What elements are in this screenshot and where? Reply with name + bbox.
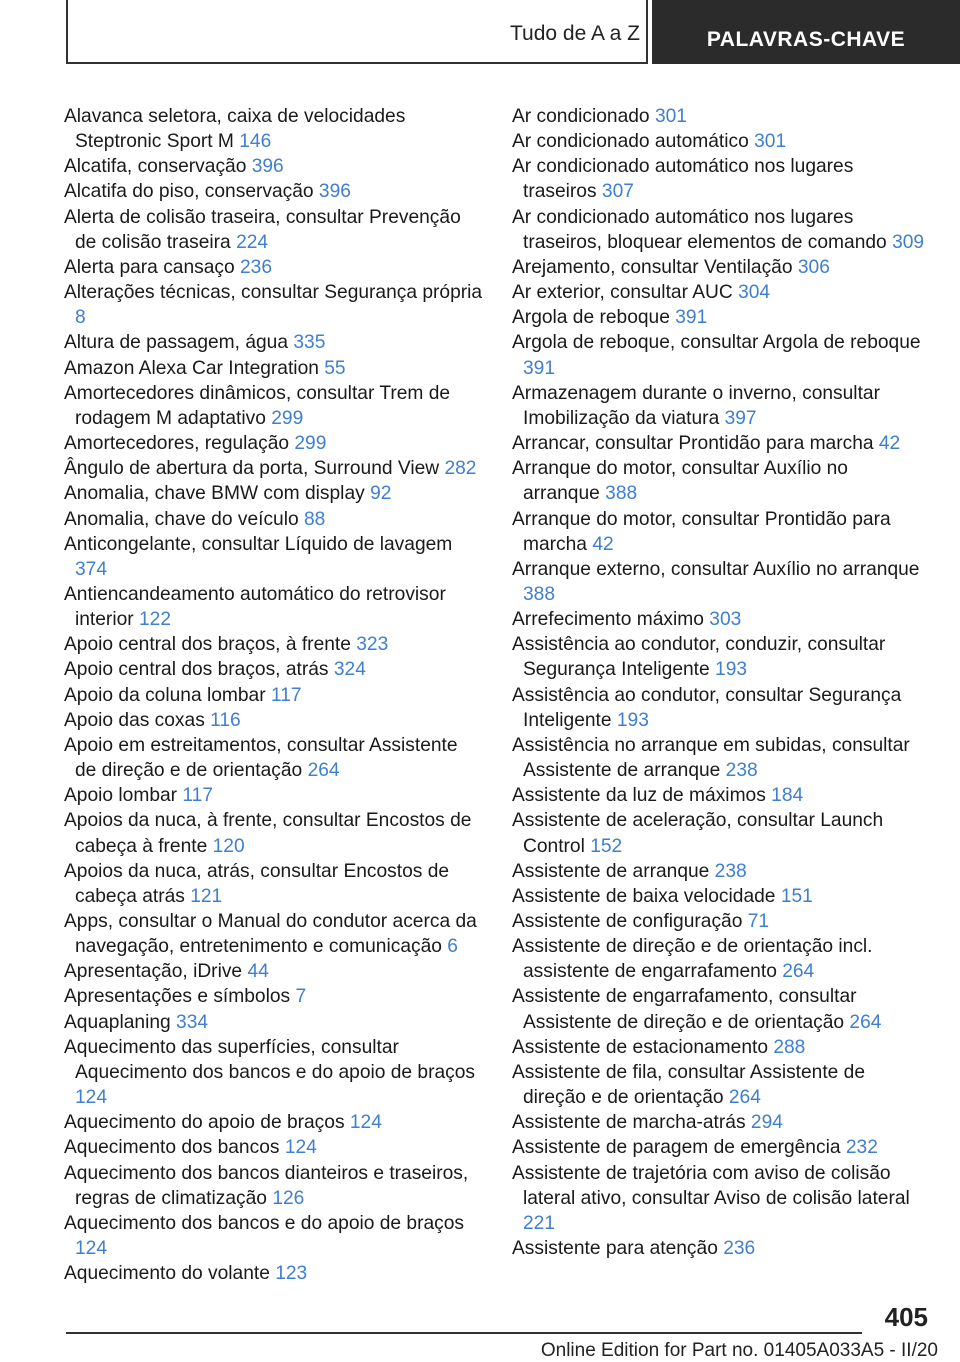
index-entry xyxy=(64,808,484,858)
index-entry xyxy=(512,884,928,909)
index-column-right xyxy=(512,104,928,1261)
index-term: Ar exterior, consultar AUC xyxy=(512,282,733,304)
index-term: Assistente de engarrafamento, consultar Assistente de direção e de orientação xyxy=(512,986,857,1033)
index-term: Aquecimento do apoio de braços xyxy=(64,1112,345,1134)
page-link[interactable]: 324 xyxy=(333,659,366,681)
index-term: Arejamento, consultar Ventilação xyxy=(512,256,793,278)
page-link[interactable]: 301 xyxy=(754,131,787,153)
page-link[interactable]: 8 xyxy=(75,307,86,329)
index-term: Arranque externo, consultar Auxílio no arranque xyxy=(512,558,920,580)
page-link[interactable]: 116 xyxy=(210,709,241,731)
index-entry xyxy=(512,280,928,305)
index-term: Arranque do motor, consultar Prontidão para marcha xyxy=(512,508,891,555)
index-term: Anomalia, chave BMW com display xyxy=(64,483,365,505)
index-entry xyxy=(64,381,484,431)
page-link[interactable]: 374 xyxy=(75,558,108,580)
page-link[interactable]: 388 xyxy=(605,483,638,505)
index-entry xyxy=(64,507,484,532)
index-entry xyxy=(512,909,928,934)
page-link[interactable]: 151 xyxy=(780,885,813,907)
page-link[interactable]: 88 xyxy=(304,508,326,530)
page-link[interactable]: 396 xyxy=(318,181,351,203)
index-entry xyxy=(512,1035,928,1060)
page-link[interactable]: 221 xyxy=(523,1212,556,1234)
index-entry xyxy=(512,330,928,380)
index-term: Assistente de direção e de orientação incl. assistente de engarrafamento xyxy=(512,936,873,983)
index-entry xyxy=(512,859,928,884)
index-entry xyxy=(512,632,928,682)
index-term: Assistente para atenção xyxy=(512,1238,718,1260)
page-link[interactable]: 323 xyxy=(356,634,389,656)
index-column-left xyxy=(64,104,484,1286)
index-term: Amortecedores, regulação xyxy=(64,433,290,455)
index-entry xyxy=(512,381,928,431)
index-term: Altura de passagem, água xyxy=(64,332,289,354)
index-entry xyxy=(512,733,928,783)
page-link[interactable]: 334 xyxy=(176,1011,209,1033)
page-link[interactable]: 123 xyxy=(275,1263,308,1285)
index-entry xyxy=(64,104,484,154)
index-entry xyxy=(512,305,928,330)
index-entry xyxy=(64,205,484,255)
index-term: Amortecedores dinâmicos, consultar Trem de rodagem M adaptativo xyxy=(64,382,451,429)
index-entry xyxy=(512,683,928,733)
index-entry xyxy=(512,507,928,557)
index-entry xyxy=(512,431,928,456)
index-entry xyxy=(64,783,484,808)
page-number: 405 xyxy=(884,1302,928,1332)
index-entry xyxy=(512,456,928,506)
index-entry xyxy=(64,984,484,1009)
index-entry xyxy=(64,456,484,481)
index-entry xyxy=(64,1110,484,1135)
index-term: Alerta para cansaço xyxy=(64,256,235,278)
index-entry xyxy=(64,154,484,179)
page-link[interactable]: 264 xyxy=(849,1011,882,1033)
index-entry xyxy=(64,532,484,582)
page-link[interactable]: 388 xyxy=(523,583,556,605)
index-entry xyxy=(512,1110,928,1135)
index-term: Anticongelante, consultar Líquido de lavagem xyxy=(64,533,453,555)
page-link[interactable]: 236 xyxy=(723,1238,756,1260)
index-entry xyxy=(64,909,484,959)
page-link[interactable]: 309 xyxy=(892,231,925,253)
page-link[interactable]: 306 xyxy=(797,256,830,278)
page-link[interactable]: 288 xyxy=(773,1036,806,1058)
page-link[interactable]: 120 xyxy=(212,835,245,857)
page-link[interactable]: 44 xyxy=(247,961,269,983)
index-term: Apoios da nuca, à frente, consultar Encostos de cabeça à frente xyxy=(64,810,472,857)
page-link[interactable]: 264 xyxy=(728,1087,761,1109)
index-entry xyxy=(512,1135,928,1160)
page-link[interactable]: 304 xyxy=(738,282,771,304)
index-entry xyxy=(512,205,928,255)
page-link[interactable]: 126 xyxy=(272,1187,305,1209)
index-term: Apresentações e símbolos xyxy=(64,986,291,1008)
page-link[interactable]: 391 xyxy=(523,357,556,379)
index-term: Aquecimento do volante xyxy=(64,1263,270,1285)
index-entry xyxy=(64,708,484,733)
index-entry xyxy=(64,657,484,682)
page-link[interactable]: 391 xyxy=(675,307,708,329)
index-term: Assistência no arranque em subidas, consultar Assistente de arranque xyxy=(512,734,910,782)
index-entry xyxy=(512,808,928,858)
index-entry xyxy=(64,733,484,783)
index-entry xyxy=(512,557,928,607)
index-term: Argola de reboque xyxy=(512,307,670,329)
index-entry xyxy=(64,255,484,280)
index-entry xyxy=(64,330,484,355)
index-term: Armazenagem durante o inverno, consultar Imobilização da viatura xyxy=(512,382,880,429)
page-link[interactable]: 224 xyxy=(236,231,269,253)
index-term: Apoio em estreitamentos, consultar Assistente de direção e de orientação xyxy=(64,734,458,782)
index-term: Assistência ao condutor, consultar Segurança Inteligente xyxy=(512,684,902,731)
page-link[interactable]: 397 xyxy=(724,407,757,429)
index-term: Aquaplaning xyxy=(64,1011,171,1033)
index-term: Aquecimento dos bancos xyxy=(64,1137,280,1159)
index-entry xyxy=(512,783,928,808)
page-link[interactable]: 301 xyxy=(654,106,687,127)
index-term: Alcatifa do piso, conservação xyxy=(64,181,314,203)
page-link[interactable]: 146 xyxy=(239,131,272,153)
index-term: Alcatifa, conservação xyxy=(64,156,247,178)
page-link[interactable]: 335 xyxy=(293,332,326,354)
index-entry xyxy=(64,1035,484,1110)
index-entry xyxy=(512,984,928,1034)
index-term: Arrancar, consultar Prontidão para marcha xyxy=(512,433,874,455)
index-term: Ar condicionado xyxy=(512,106,650,127)
footer-divider xyxy=(66,1332,862,1334)
page-link[interactable]: 124 xyxy=(75,1087,108,1109)
footer-edition: Online Edition for Part no. 01405A033A5 - II/20 xyxy=(540,1340,938,1361)
page-link[interactable]: 193 xyxy=(616,709,649,731)
index-term: Apoio lombar xyxy=(64,785,178,807)
page-link[interactable]: 55 xyxy=(324,357,346,379)
index-term: Assistente de marcha-atrás xyxy=(512,1112,746,1134)
index-term: Assistente de fila, consultar Assistente de direção e de orientação xyxy=(512,1061,866,1109)
index-term: Argola de reboque, consultar Argola de reboque xyxy=(512,332,921,354)
page-link[interactable]: 193 xyxy=(715,659,748,681)
index-term: Apoio central dos braços, atrás xyxy=(64,659,329,681)
index-term: Ar condicionado automático nos lugares traseiros xyxy=(512,156,854,203)
index-entry xyxy=(64,632,484,657)
index-entry xyxy=(512,1060,928,1110)
index-entry xyxy=(64,683,484,708)
index-term: Ar condicionado automático xyxy=(512,131,749,153)
index-term: Assistente de paragem de emergência xyxy=(512,1137,841,1159)
index-entry xyxy=(64,1010,484,1035)
page-link[interactable]: 282 xyxy=(444,458,477,480)
index-term: Ar condicionado automático nos lugares traseiros, bloquear elementos de comando xyxy=(512,206,887,253)
page-link[interactable]: 307 xyxy=(601,181,634,203)
page-link[interactable]: 303 xyxy=(709,609,742,631)
index-term: Arrefecimento máximo xyxy=(512,609,704,631)
chapter-tab[interactable]: PALAVRAS-CHAVE xyxy=(652,0,960,64)
section-tab[interactable]: Tudo de A a Z xyxy=(510,22,640,45)
index-entry xyxy=(64,280,484,330)
index-term: Apoio central dos braços, à frente xyxy=(64,634,351,656)
page-link[interactable]: 117 xyxy=(270,684,302,706)
index-term: Alerta de colisão traseira, consultar Prevenção de colisão traseira xyxy=(64,206,461,253)
page-link[interactable]: 152 xyxy=(590,835,623,857)
page-link[interactable]: 117 xyxy=(182,785,213,807)
index-term: Aquecimento dos bancos dianteiros e traseiros, regras de climatização xyxy=(64,1162,469,1209)
index-term: Assistente de arranque xyxy=(512,860,710,882)
index-term: Antiencandeamento automático do retrovisor interior xyxy=(64,583,446,631)
index-entry xyxy=(512,255,928,280)
page-link[interactable]: 236 xyxy=(240,256,273,278)
page-link[interactable]: 232 xyxy=(845,1137,878,1159)
page-link[interactable]: 396 xyxy=(251,156,284,178)
index-term: Assistente da luz de máximos xyxy=(512,785,766,807)
page-link[interactable]: 294 xyxy=(750,1112,783,1134)
page-link[interactable]: 264 xyxy=(782,961,815,983)
index-entry xyxy=(512,104,928,129)
index-term: Arranque do motor, consultar Auxílio no arranque xyxy=(512,458,848,505)
index-term: Apresentação, iDrive xyxy=(64,961,243,983)
index-entry xyxy=(64,859,484,909)
page-link[interactable]: 299 xyxy=(294,433,327,455)
index-term: Assistência ao condutor, conduzir, consultar Segurança Inteligente xyxy=(512,634,886,681)
index-term: Assistente de baixa velocidade xyxy=(512,885,776,907)
index-entry xyxy=(64,431,484,456)
index-term: Assistente de configuração xyxy=(512,911,743,932)
index-term: Amazon Alexa Car Integration xyxy=(64,357,319,379)
index-entry xyxy=(64,582,484,632)
index-term: Alterações técnicas, consultar Segurança própria xyxy=(64,282,483,304)
page-link[interactable]: 238 xyxy=(725,760,758,782)
index-term: Ângulo de abertura da porta, Surround View xyxy=(64,458,440,480)
index-term: Apoios da nuca, atrás, consultar Encostos de cabeça atrás xyxy=(64,860,450,907)
index-term: Assistente de trajetória com aviso de colisão lateral ativo, consultar Aviso de colisão lateral xyxy=(512,1162,910,1209)
index-entry xyxy=(512,607,928,632)
page-link[interactable]: 42 xyxy=(878,433,901,455)
index-entry xyxy=(512,154,928,204)
page-link[interactable]: 71 xyxy=(747,911,770,932)
page-link[interactable]: 92 xyxy=(370,483,392,505)
index-entry xyxy=(64,481,484,506)
index-term: Assistente de estacionamento xyxy=(512,1036,768,1058)
page-link[interactable]: 6 xyxy=(447,936,458,958)
index-entry xyxy=(64,1211,484,1261)
index-term: Aquecimento dos bancos e do apoio de braços xyxy=(64,1212,465,1234)
index-entry xyxy=(512,934,928,984)
index-entry xyxy=(64,1161,484,1211)
page-link[interactable]: 184 xyxy=(771,785,804,807)
page-link[interactable]: 121 xyxy=(190,885,223,907)
index-term: Apoio das coxas xyxy=(64,709,205,731)
index-entry xyxy=(512,1236,928,1261)
page-link[interactable]: 124 xyxy=(349,1112,382,1134)
index-term: Anomalia, chave do veículo xyxy=(64,508,299,530)
index-entry xyxy=(64,356,484,381)
page-link[interactable]: 122 xyxy=(139,609,172,631)
index-term: Aquecimento das superfícies, consultar Aquecimento dos bancos e do apoio de braços xyxy=(64,1036,476,1083)
page-link[interactable]: 42 xyxy=(592,533,614,555)
index-entry xyxy=(512,1161,928,1236)
index-term: Apoio da coluna lombar xyxy=(64,684,266,706)
page-link[interactable]: 7 xyxy=(295,986,307,1008)
index-entry xyxy=(64,1261,484,1286)
index-term: Assistente de aceleração, consultar Launch Control xyxy=(512,810,884,857)
page-link[interactable]: 124 xyxy=(284,1137,317,1159)
page-link[interactable]: 238 xyxy=(714,860,747,882)
index-entry xyxy=(64,1135,484,1160)
index-entry xyxy=(64,959,484,984)
index-entry xyxy=(512,129,928,154)
page-link[interactable]: 299 xyxy=(271,407,304,429)
page-link[interactable]: 264 xyxy=(307,760,340,782)
index-entry xyxy=(64,179,484,204)
page-link[interactable]: 124 xyxy=(75,1238,108,1260)
index-term: Alavanca seletora, caixa de velocidades Steptronic Sport M xyxy=(64,106,406,153)
index-term: Apps, consultar o Manual do condutor acerca da navegação, entretenimento e comunicação xyxy=(64,911,477,958)
